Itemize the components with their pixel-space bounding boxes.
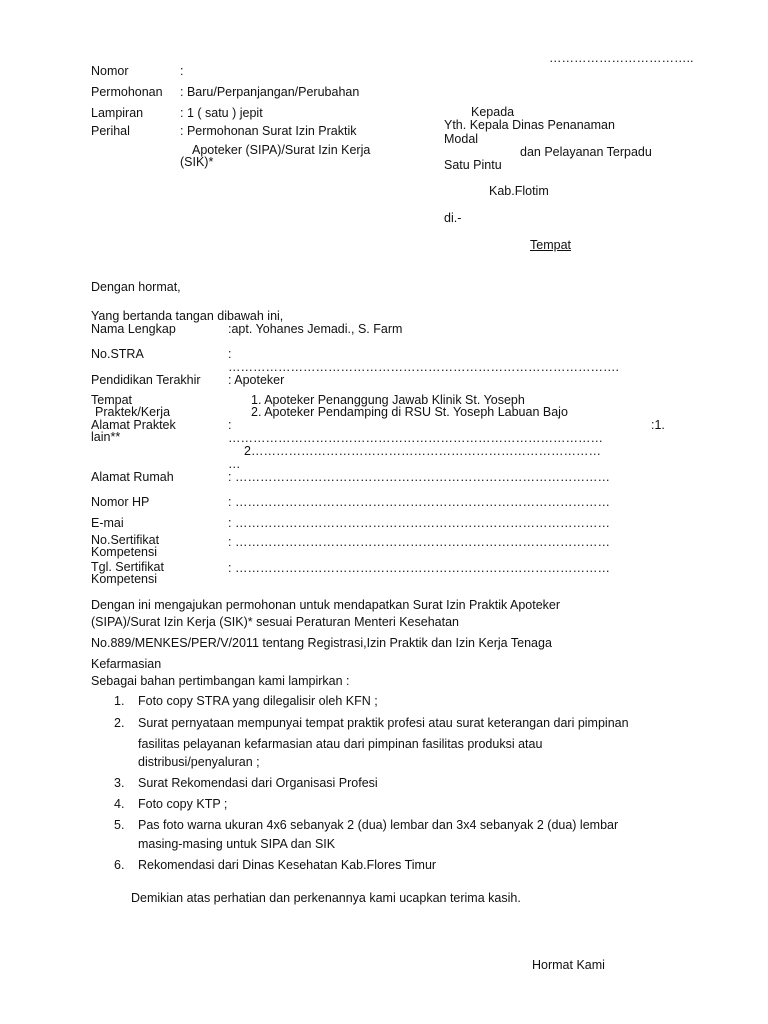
list-item: Foto copy KTP ; [138, 797, 228, 811]
list-item: Foto copy STRA yang dilegalisir oleh KFN ; [138, 694, 378, 708]
recipient-line3: dan Pelayanan Terpadu [520, 145, 652, 159]
list-item-number: 1. [114, 694, 125, 708]
recipient-line4: Satu Pintu [444, 158, 502, 172]
greeting: Dengan hormat, [91, 280, 181, 294]
recipient-line1: Yth. Kepala Dinas Penanaman [444, 118, 615, 132]
email-label: E-mai [91, 516, 124, 530]
tempat-label-2: Praktek/Kerja [95, 405, 171, 419]
perihal-line3: (SIK)* [180, 155, 214, 169]
alamat-lain-dots-2: 2………………………………………………………………………… [244, 444, 601, 458]
tgl-label-1: Tgl. Sertifikat [91, 560, 164, 574]
stra-colon: : [228, 347, 232, 361]
tempat-item-1: 1. Apoteker Penanggung Jawab Klinik St. Yoseph [251, 393, 525, 407]
alamat-lain-label-1: Alamat Praktek [91, 418, 176, 432]
signoff: Hormat Kami [532, 958, 605, 972]
recipient-line7: Tempat [530, 238, 571, 252]
list-item-number: 3. [114, 776, 125, 790]
tempat-item-2: 2. Apoteker Pendamping di RSU St. Yoseph Labuan Bajo [251, 405, 568, 419]
body-line-2: (SIPA)/Surat Izin Kerja (SIK)* sesuai Peraturan Menteri Kesehatan [91, 615, 459, 629]
list-item-number: 6. [114, 858, 125, 872]
nomor-value: : [180, 64, 184, 78]
list-item: Rekomendasi dari Dinas Kesehatan Kab.Flores Timur [138, 858, 437, 872]
closing-sentence: Demikian atas perhatian dan perkenannya kami ucapkan terima kasih. [131, 891, 521, 905]
nama-label: Nama Lengkap [91, 322, 176, 336]
list-item-continued: masing-masing untuk SIPA dan SIK [138, 837, 336, 851]
list-item: Surat Rekomendasi dari Organisasi Profesi [138, 776, 378, 790]
permohonan-label: Permohonan [91, 85, 163, 99]
recipient-line6: di.- [444, 211, 462, 225]
intro: Yang bertanda tangan dibawah ini, [91, 309, 284, 323]
rumah-value: : ……………………………………………………………………………… [228, 470, 610, 484]
body-line-4: Kefarmasian [91, 657, 162, 671]
sertifikat-label-2: Kompetensi [91, 545, 158, 559]
lampiran-label: Lampiran [91, 106, 144, 120]
email-value: : ……………………………………………………………………………… [228, 516, 610, 530]
recipient-kepada: Kepada [471, 105, 515, 119]
stra-label: No.STRA [91, 347, 144, 361]
perihal-line2: Apoteker (SIPA)/Surat Izin Kerja [192, 143, 371, 157]
body-line-5: Sebagai bahan pertimbangan kami lampirkan : [91, 674, 350, 688]
alamat-lain-num1: :1. [651, 418, 665, 432]
body-line-3: No.889/MENKES/PER/V/2011 tentang Registrasi,Izin Praktik dan Izin Kerja Tenaga [91, 636, 552, 650]
perihal-value: : Permohonan Surat Izin Praktik [180, 124, 357, 138]
recipient-line5: Kab.Flotim [489, 184, 549, 198]
tgl-value: : ……………………………………………………………………………… [228, 561, 610, 575]
recipient-line2: Modal [444, 132, 479, 146]
permohonan-value: : Baru/Perpanjangan/Perubahan [180, 85, 360, 99]
tgl-label-2: Kompetensi [91, 572, 158, 586]
list-item-number: 4. [114, 797, 125, 811]
nama-value: :apt. Yohanes Jemadi., S. Farm [228, 322, 403, 336]
body-line-1: Dengan ini mengajukan permohonan untuk mendapatkan Surat Izin Praktik Apoteker [91, 598, 561, 612]
lampiran-value: : 1 ( satu ) jepit [180, 106, 263, 120]
list-item-continued: distribusi/penyaluran ; [138, 755, 260, 769]
tempat-label-1: Tempat [91, 393, 132, 407]
nomor-label: Nomor [91, 64, 129, 78]
pendidikan-value: : Apoteker [228, 373, 285, 387]
list-item: Surat pernyataan mempunyai tempat praktik profesi atau surat keterangan dari pimpinan [138, 716, 629, 730]
sertifikat-label-1: No.Sertifikat [91, 533, 160, 547]
alamat-lain-dots-1: ……………………………………………………………………………… [228, 431, 603, 445]
list-item-number: 5. [114, 818, 125, 832]
rumah-label: Alamat Rumah [91, 470, 174, 484]
list-item-continued: fasilitas pelayanan kefarmasian atau dari pimpinan fasilitas produksi atau [138, 737, 543, 751]
alamat-lain-label-2: lain** [91, 430, 121, 444]
perihal-label: Perihal [91, 124, 130, 138]
alamat-lain-dots-3: … [228, 457, 241, 471]
list-item: Pas foto warna ukuran 4x6 sebanyak 2 (dua) lembar dan 3x4 sebanyak 2 (dua) lembar [138, 818, 619, 832]
hp-label: Nomor HP [91, 495, 150, 509]
alamat-lain-colon: : [228, 418, 232, 432]
date-placeholder: …………………………….. [549, 51, 694, 65]
sertifikat-value: : ……………………………………………………………………………… [228, 535, 610, 549]
stra-dots: …………………………………………………………………………………. [228, 360, 619, 374]
pendidikan-label: Pendidikan Terakhir [91, 373, 201, 387]
list-item-number: 2. [114, 716, 125, 730]
hp-value: : ……………………………………………………………………………… [228, 495, 610, 509]
